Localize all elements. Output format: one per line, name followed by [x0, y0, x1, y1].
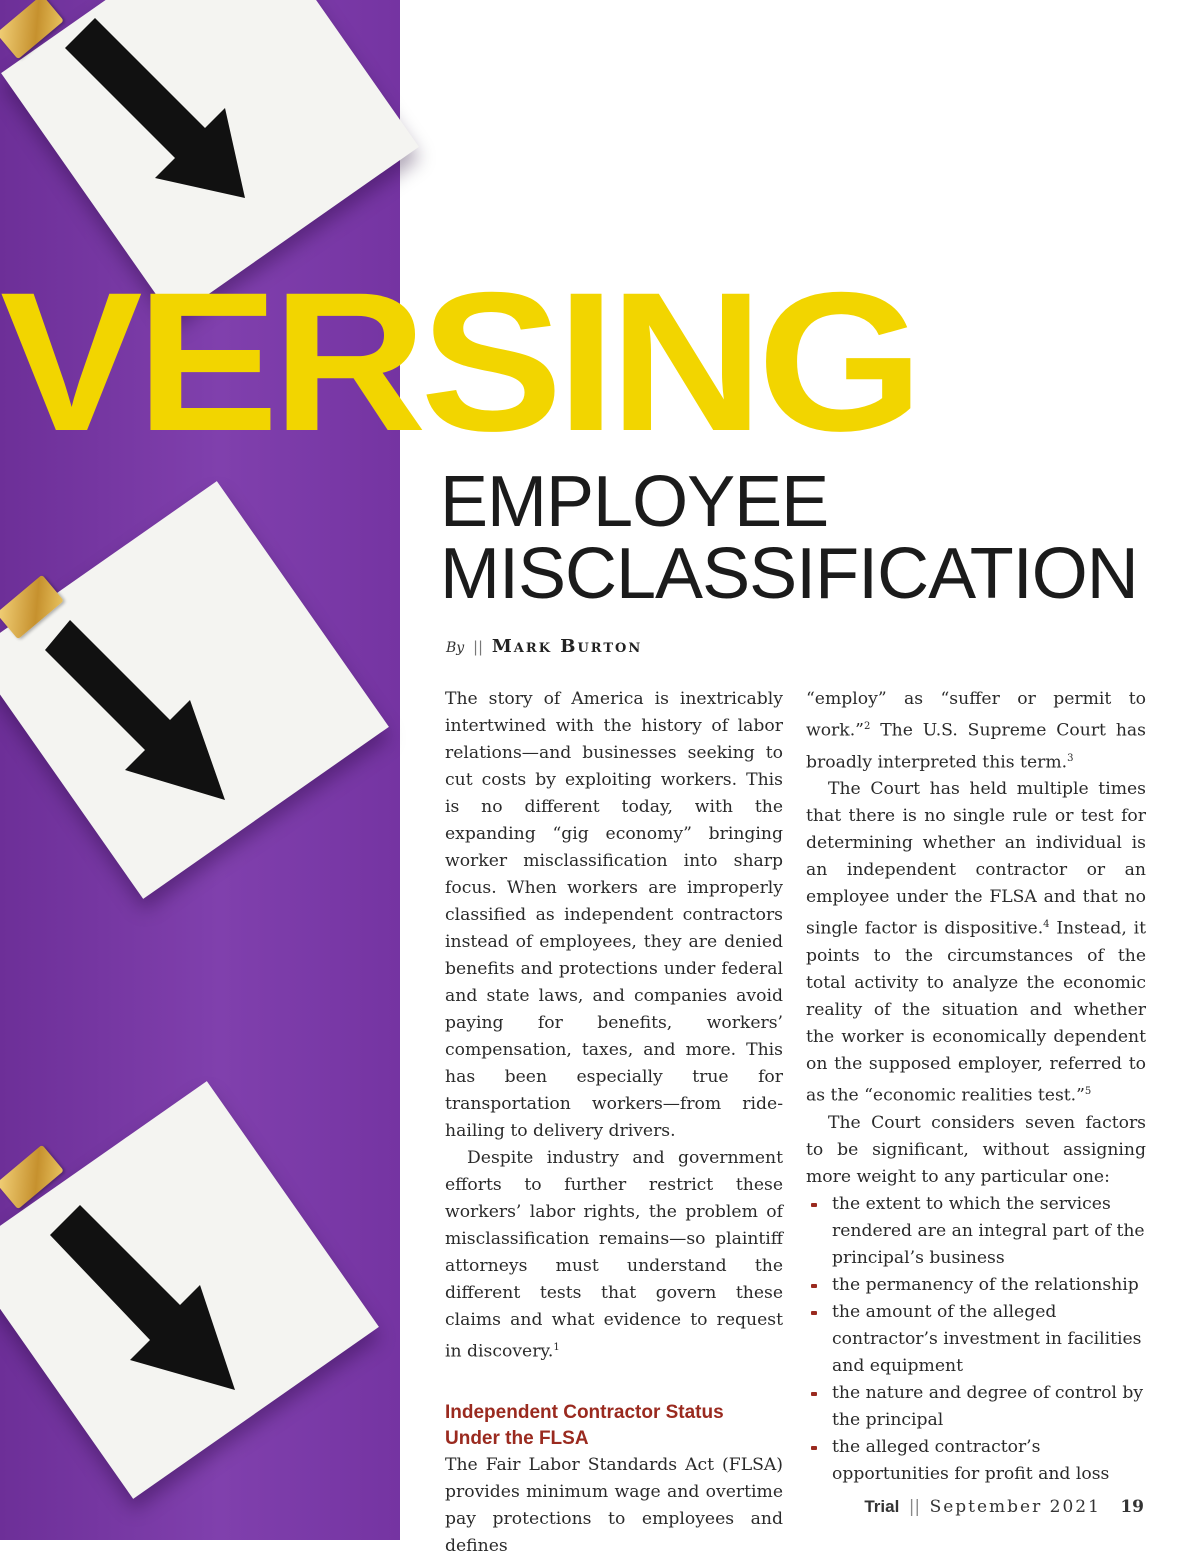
body-column-left: [445, 686, 783, 1560]
paragraph-text: The U.S. Supreme Court has broadly interpreted this term.: [806, 720, 1146, 773]
body-paragraph: The Court considers seven factors to be significant, without assigning more weight to any particular one:: [806, 1112, 1146, 1187]
factor-list-item: the extent to which the services rendered are an integral part of the principal’s business: [806, 1191, 1146, 1272]
headline-subtitle: [440, 462, 1180, 614]
paragraph-text: Despite industry and government efforts to further restrict these workers’ labor rights, the problem of misclassification remains—so plaintiff attorneys must understand the different tests that govern these claims and what evidence to request in discovery.: [445, 1148, 783, 1362]
page-footer: [864, 1497, 1144, 1517]
footnote-ref: 5: [1084, 1086, 1092, 1098]
subtitle-line-2: MISCLASSIFICATION: [440, 534, 1138, 614]
footnote-ref: 1: [553, 1342, 560, 1353]
body-paragraph: [806, 686, 1146, 776]
paragraph-text: The Court has held multiple times that there is no single rule or test for determining whether an individual is an independent contractor or an employee under the FLSA and that no single factor is dispositive.: [806, 779, 1146, 940]
paragraph-text: Instead, it points to the circumstances of the total activity to analyze the economic reality of the situation and whether the worker is economically dependent on the supposed employer, referred to as the “economic realities test.”: [806, 919, 1146, 1106]
paragraph-text: “employ” as “suffer or permit to work.”: [806, 689, 1146, 741]
factor-list-item: the permanency of the relationship: [806, 1272, 1146, 1299]
footer-date: September 2021: [929, 1497, 1101, 1517]
arrow-down-right-icon: [0, 0, 400, 1540]
footnote-ref: 3: [1067, 752, 1074, 764]
body-paragraph: The Fair Labor Standards Act (FLSA) provides minimum wage and overtime pay protections to employees and defines: [445, 1454, 783, 1556]
footer-separator: ||: [908, 1497, 921, 1517]
byline-separator: ||: [472, 638, 484, 656]
factor-list-item: the alleged contractor’s opportunities for profit and loss: [806, 1434, 1146, 1488]
body-paragraph: [806, 776, 1146, 1109]
footer-page-number: 19: [1120, 1497, 1144, 1517]
body-column-right: [806, 686, 1146, 1488]
factor-list-item: the nature and degree of control by the principal: [806, 1380, 1146, 1434]
factor-list: [806, 1191, 1146, 1488]
body-paragraph: The story of America is inextricably intertwined with the history of labor relations—and businesses seeking to cut costs by exploiting workers. This is no different today, with the expanding “gig economy” bringing worker misclassification into sharp focus. When workers are improperly classified as independent contractors instead of employees, they are denied benefits and protections under federal and state laws, and companies avoid paying for benefits, workers’ compensation, taxes, and more. This has been especially true for transportation workers—from ride-hailing to delivery drivers.: [445, 689, 783, 1141]
byline: [446, 636, 642, 657]
section-heading: Independent Contractor Status Under the FLSA: [445, 1401, 724, 1449]
cover-photo: [0, 0, 400, 1540]
footnote-ref: 4: [1043, 919, 1050, 931]
headline-versing: VERSING: [0, 262, 918, 462]
body-paragraph: [445, 1145, 783, 1366]
byline-author: Mark Burton: [491, 636, 643, 657]
factor-list-item: the amount of the alleged contractor’s investment in facilities and equipment: [806, 1299, 1146, 1380]
subtitle-line-1: EMPLOYEE: [440, 462, 829, 542]
footnote-ref: 2: [863, 721, 871, 732]
footer-publication: Trial: [864, 1497, 900, 1516]
byline-by: By: [446, 640, 465, 656]
